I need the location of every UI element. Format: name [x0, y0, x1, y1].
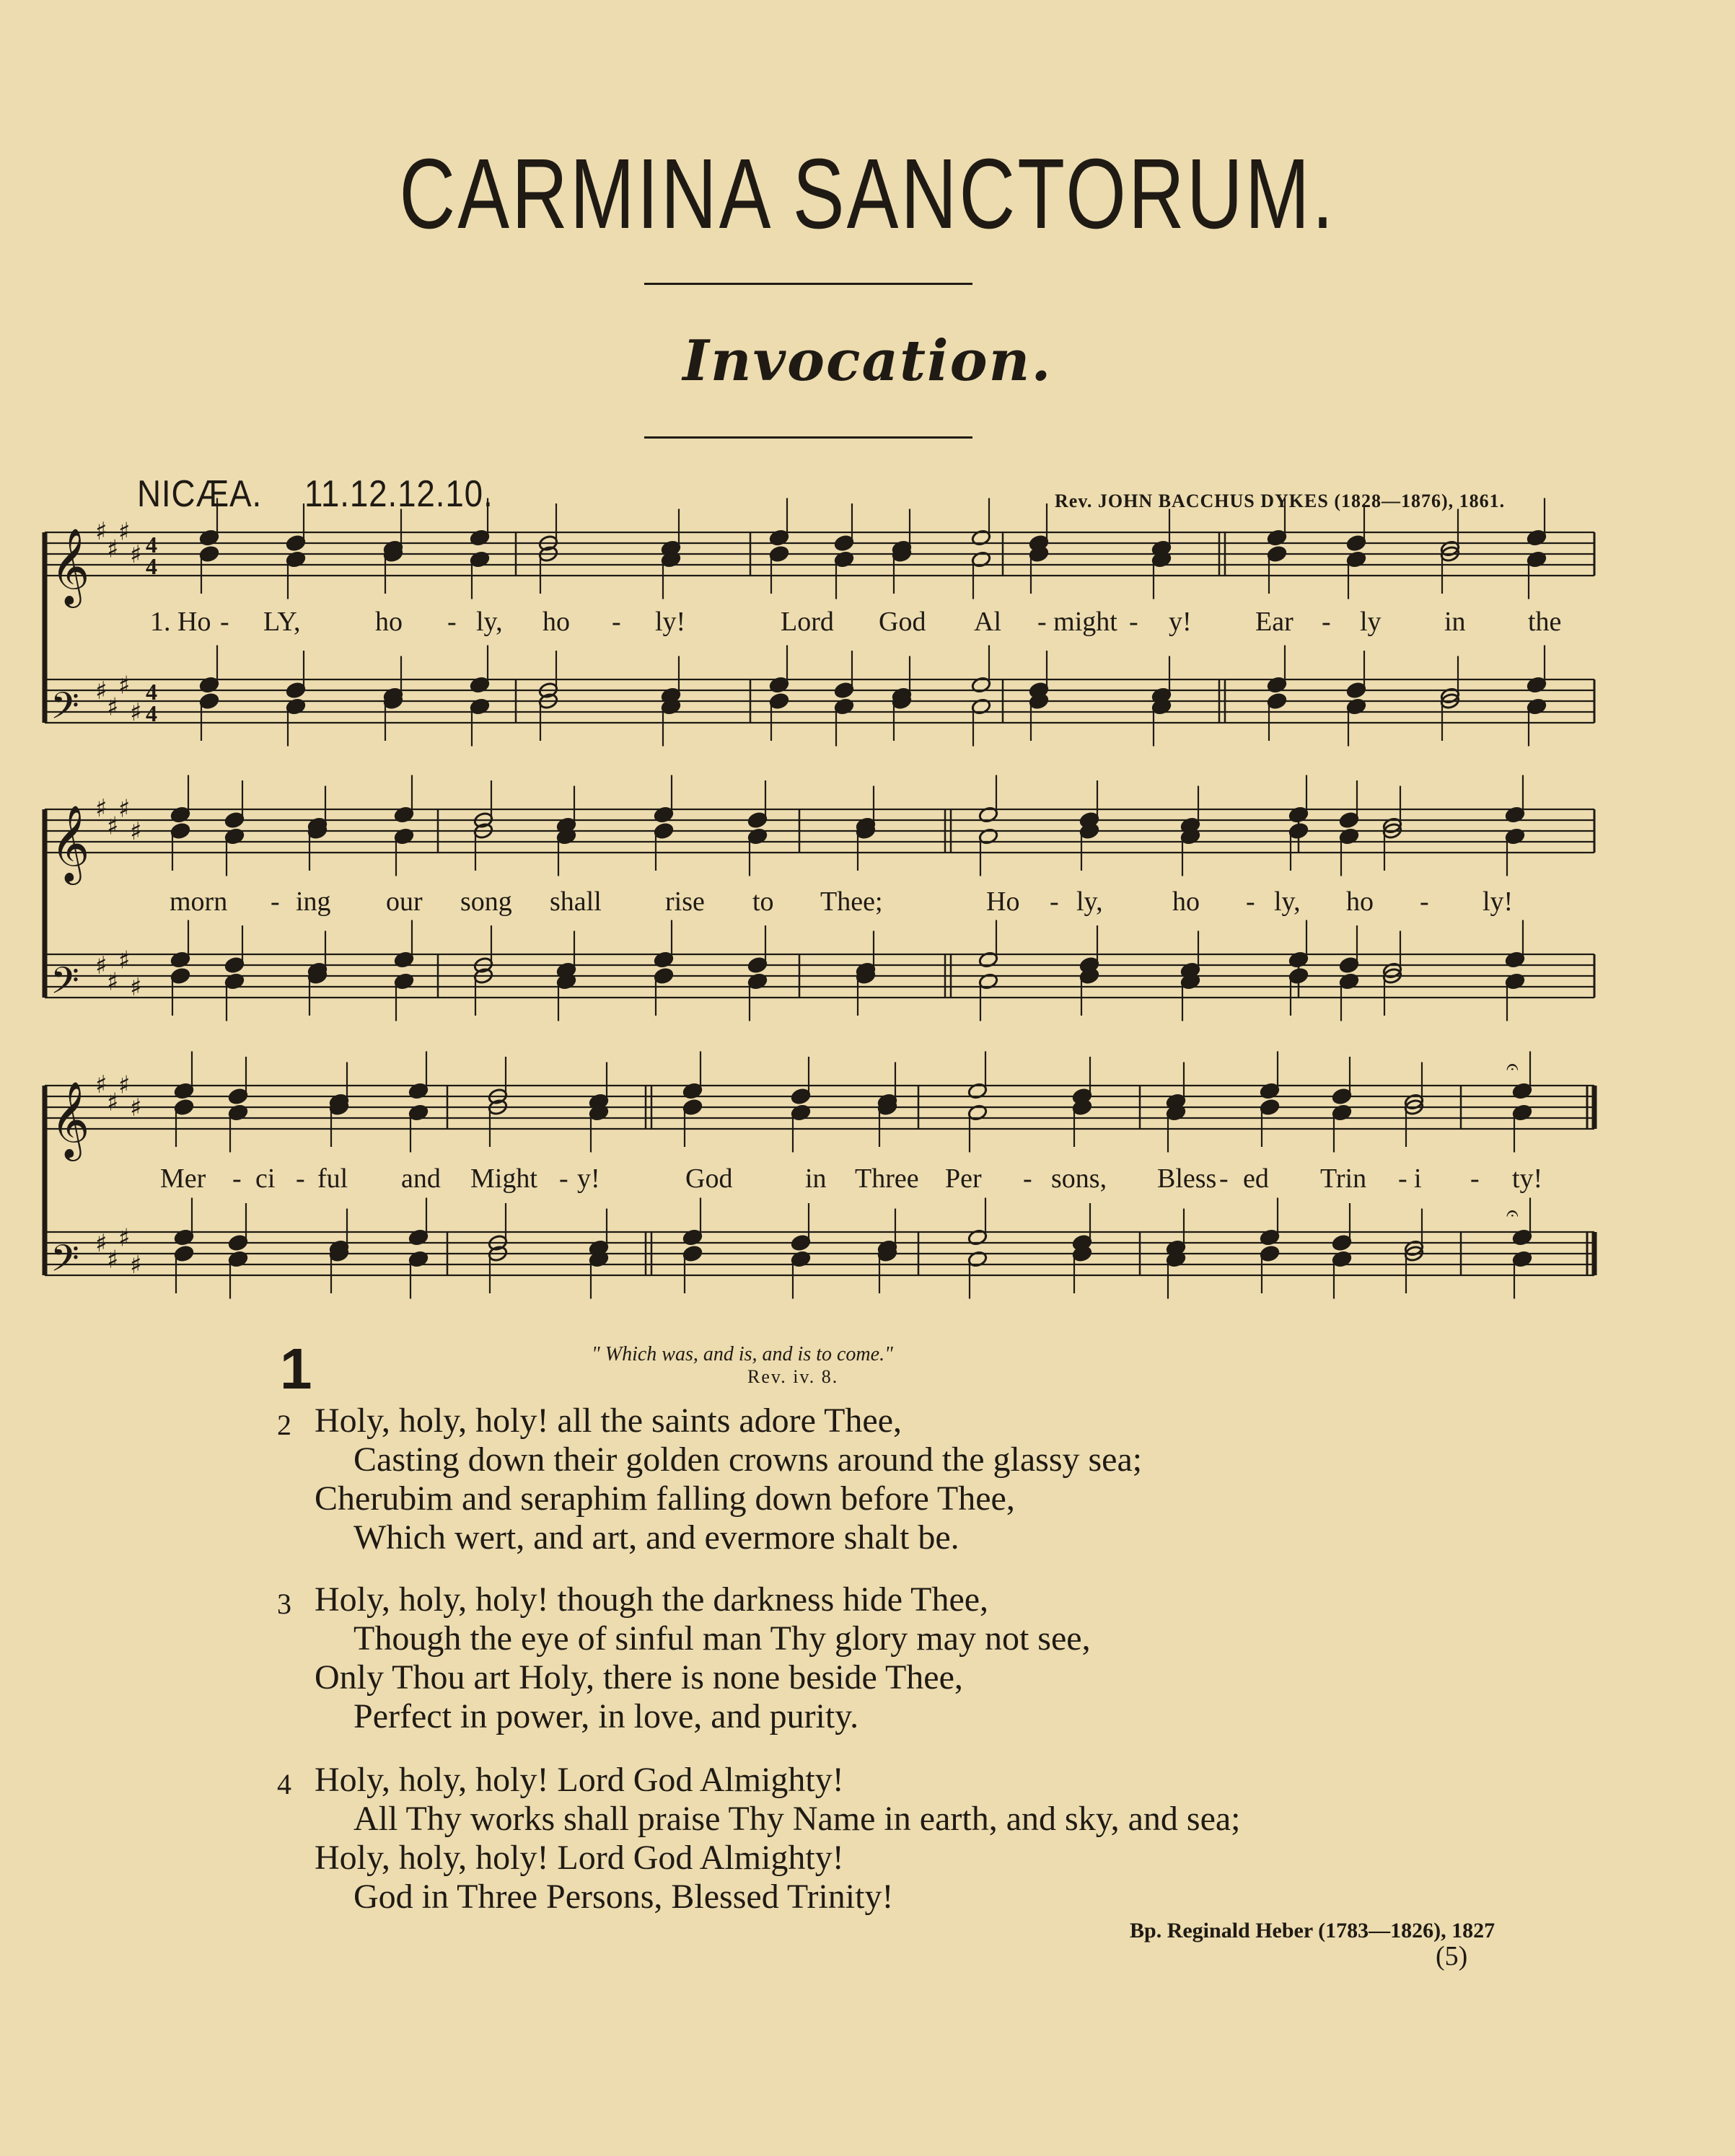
author-credit: Bp. Reginald Heber (1783—1826), 1827: [1130, 1919, 1495, 1942]
verse-line: God in Three Persons, Blessed Trinity!: [353, 1878, 894, 1916]
sharp-sign: ♯: [130, 817, 142, 846]
lyric-syllable: Al: [974, 607, 1001, 637]
sharp-sign: ♯: [130, 1094, 142, 1122]
lyric-syllable: - might: [1037, 607, 1117, 637]
lyric-syllable: in: [1444, 607, 1466, 637]
lyric-syllable: in: [805, 1163, 827, 1194]
sharp-sign: ♯: [118, 946, 131, 975]
sharp-sign: ♯: [118, 794, 131, 824]
lyric-syllable: -: [1246, 886, 1255, 917]
sharp-sign: ♯: [95, 517, 107, 546]
lyric-syllable: -: [220, 607, 229, 637]
lyric-syllable: shall: [550, 886, 602, 917]
bass-clef-icon: 𝄢: [50, 684, 79, 736]
lyric-syllable: ly!: [655, 607, 686, 637]
lyric-syllable: ly,: [1274, 886, 1301, 917]
verse-number: 3: [277, 1588, 291, 1620]
lyric-syllable: -: [1322, 607, 1331, 637]
lyric-syllable: Three: [855, 1163, 919, 1194]
sharp-sign: ♯: [107, 692, 119, 722]
verse-line: Holy, holy, holy! all the saints adore Thee,: [315, 1402, 902, 1440]
sharp-sign: ♯: [130, 1251, 142, 1280]
verse-line: All Thy works shall praise Thy Name in earth, and sky, and sea;: [353, 1800, 1241, 1838]
page-number: (5): [1436, 1941, 1468, 1971]
lyric-syllable: 1. Ho: [150, 607, 211, 637]
treble-clef-icon: 𝄞: [50, 527, 90, 604]
lyric-syllable: -: [1023, 1163, 1032, 1194]
composer-credit: Rev. JOHN BACCHUS DYKES (1828—1876), 1861.: [1055, 490, 1506, 511]
verse-line: Casting down their golden crowns around the glassy sea;: [353, 1440, 1143, 1479]
tune-meter: 11.12.12.10.: [304, 473, 493, 515]
lyric-syllable: God: [685, 1163, 733, 1194]
lyric-syllable: -: [1129, 607, 1138, 637]
lyric-syllable: -: [447, 607, 457, 637]
lyric-syllable: Thee;: [820, 886, 883, 917]
time-sig-top: 4: [146, 679, 157, 705]
lyric-syllable: ty!: [1512, 1163, 1543, 1194]
lyric-syllable: ly!: [1483, 886, 1514, 917]
lyric-syllable: Bless: [1157, 1163, 1217, 1194]
verse-line: Which wert, and art, and evermore shalt be.: [353, 1518, 959, 1557]
lyric-syllable: LY,: [263, 607, 301, 637]
verse-line: Though the eye of sinful man Thy glory may not see,: [353, 1619, 1091, 1658]
lyric-syllable: -: [1219, 1163, 1229, 1194]
sharp-sign: ♯: [95, 677, 107, 705]
lyric-syllable: ful: [317, 1163, 348, 1194]
sharp-sign: ♯: [107, 1245, 119, 1275]
lyric-syllable: the: [1528, 607, 1562, 637]
lyric-syllable: morn: [170, 886, 228, 917]
lyric-syllable: -: [296, 1163, 305, 1194]
sharp-sign: ♯: [130, 973, 142, 1002]
lyric-syllable: ho: [543, 607, 570, 637]
lyric-syllable: God: [879, 607, 926, 637]
lyric-syllable: ed: [1243, 1163, 1269, 1194]
lyric-syllable: ho: [1172, 886, 1200, 917]
verse-line: Only Thou art Holy, there is none beside Thee,: [315, 1658, 963, 1697]
lyric-syllable: Lord: [781, 607, 834, 637]
sharp-sign: ♯: [95, 1070, 107, 1099]
sharp-sign: ♯: [95, 794, 107, 823]
verse-number-1: 1: [280, 1337, 312, 1401]
lyric-syllable: and: [401, 1163, 441, 1194]
sharp-sign: ♯: [107, 967, 119, 997]
lyric-syllable: ho: [375, 607, 403, 637]
lyric-syllable: song: [460, 886, 512, 917]
verse-line: Holy, holy, holy! though the darkness hide Thee,: [315, 1580, 989, 1619]
lyric-syllable: -: [1420, 886, 1429, 917]
verse-line: Perfect in power, in love, and purity.: [353, 1697, 859, 1735]
sharp-sign: ♯: [95, 1229, 107, 1258]
lyric-syllable: sons,: [1051, 1163, 1107, 1194]
section-heading: Invocation.: [682, 328, 1053, 394]
treble-clef-icon: 𝄞: [50, 804, 90, 881]
lyric-syllable: ing: [296, 886, 331, 917]
verse-line: Cherubim and seraphim falling down before Thee,: [315, 1479, 1015, 1518]
epigraph-reference: Rev. iv. 8.: [747, 1366, 839, 1387]
fermata-icon: 𝄐: [1506, 1055, 1519, 1080]
sharp-sign: ♯: [118, 671, 131, 700]
lyric-syllable: -: [232, 1163, 242, 1194]
lyric-syllable: Mer: [160, 1163, 206, 1194]
verse-line: Holy, holy, holy! Lord God Almighty!: [315, 1839, 844, 1877]
time-sig-bottom: 4: [146, 700, 157, 726]
sharp-sign: ♯: [118, 517, 131, 547]
treble-clef-icon: 𝄞: [50, 1081, 90, 1158]
lyric-syllable: Per: [945, 1163, 982, 1194]
sharp-sign: ♯: [95, 951, 107, 980]
lyric-syllable: -: [1050, 886, 1059, 917]
epigraph: " Which was, and is, and is to come.": [592, 1343, 893, 1365]
time-sig-top: 4: [146, 532, 157, 558]
sharp-sign: ♯: [130, 540, 142, 569]
lyric-syllable: i: [1414, 1163, 1422, 1194]
sharp-sign: ♯: [130, 698, 142, 727]
lyric-syllable: Ho: [986, 886, 1020, 917]
tune-title: NICÆA.: [137, 473, 263, 515]
lyric-syllable: -: [271, 886, 280, 917]
sharp-sign: ♯: [118, 1070, 131, 1100]
fermata-icon: 𝄐: [1506, 1201, 1519, 1226]
lyric-syllable: ly,: [476, 607, 503, 637]
lyric-syllable: -: [1398, 1163, 1407, 1194]
verse-number: 4: [277, 1768, 291, 1800]
lyric-syllable: ly,: [1076, 886, 1103, 917]
sharp-sign: ♯: [107, 1088, 119, 1117]
time-sig-bottom: 4: [146, 553, 157, 579]
lyric-syllable: y!: [577, 1163, 600, 1194]
sharp-sign: ♯: [107, 534, 119, 564]
bass-clef-icon: 𝄢: [50, 959, 79, 1011]
sharp-sign: ♯: [107, 811, 119, 841]
page-title: CARMINA SANCTORUM.: [399, 138, 1336, 250]
lyric-syllable: -: [612, 607, 621, 637]
lyric-syllable: ho: [1346, 886, 1374, 917]
lyric-syllable: Might: [470, 1163, 537, 1194]
verse-number: 2: [277, 1409, 291, 1441]
lyric-syllable: -: [1470, 1163, 1480, 1194]
lyric-syllable: y!: [1169, 607, 1192, 637]
lyric-syllable: ly: [1360, 607, 1382, 637]
sharp-sign: ♯: [118, 1223, 131, 1253]
lyric-syllable: our: [386, 886, 423, 917]
verse-line: Holy, holy, holy! Lord God Almighty!: [315, 1761, 844, 1799]
lyric-syllable: rise: [665, 886, 705, 917]
lyric-syllable: to: [752, 886, 774, 917]
lyric-syllable: Trin: [1320, 1163, 1367, 1194]
bass-clef-icon: 𝄢: [50, 1236, 79, 1289]
lyric-syllable: Ear: [1255, 607, 1293, 637]
lyric-syllable: ci: [255, 1163, 276, 1194]
lyric-syllable: -: [559, 1163, 568, 1194]
